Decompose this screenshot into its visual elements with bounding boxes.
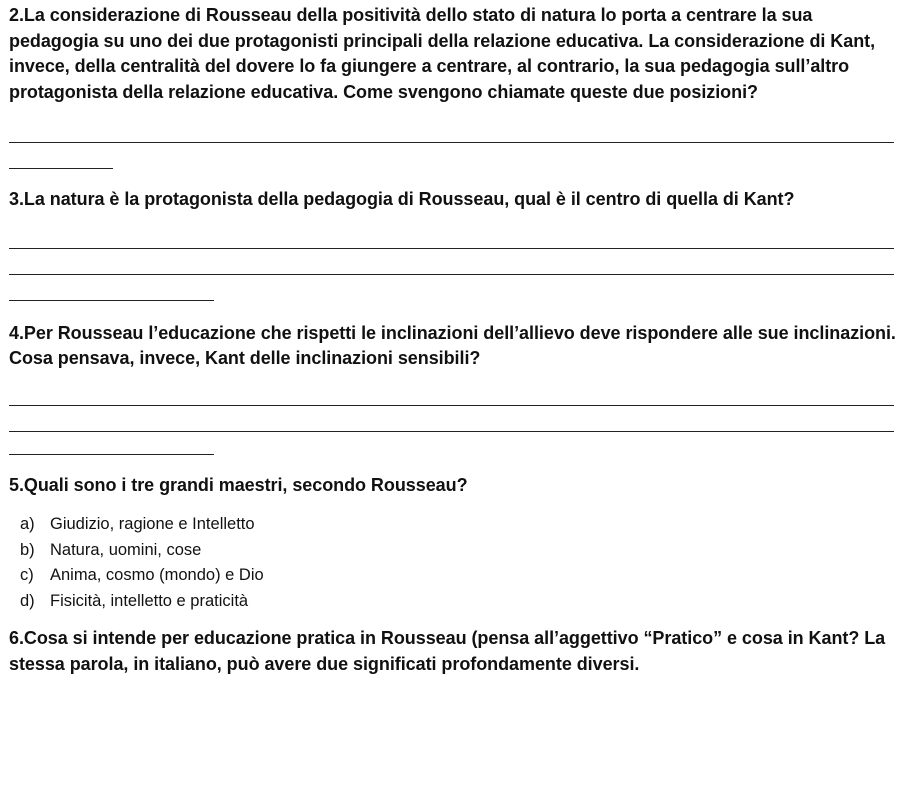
option-letter: c) <box>20 566 34 584</box>
option-letter: a) <box>20 515 35 533</box>
question-2: 2.La considerazione di Rousseau della positività dello stato di natura lo porta a centrare la sua pedagogia su uno dei due protagonisti principali della relazione educativa. La considerazione di Kant, invece, della centralità del dovere lo fa giungere a centrare, al contrario, la sua pedagogia sull’altro protagonista della relazione educativa. Come svengono chiamate queste due posizioni? <box>9 5 876 102</box>
option-letter: d) <box>20 591 35 610</box>
option-c[interactable] <box>9 563 904 589</box>
question-5-options <box>9 512 904 614</box>
worksheet <box>9 0 904 677</box>
option-text: Natura, uomini, cose <box>50 540 202 559</box>
question-6: 6.Cosa si intende per educazione pratica in Rousseau (pensa all’aggettivo “Pratico” e cosa in Kant? La stessa parola, in italiano, può avere due significati profondamente diversi. <box>9 628 886 674</box>
answer-line-q2-1[interactable] <box>9 142 894 143</box>
answer-line-q2-2[interactable] <box>9 168 113 169</box>
question-5: 5.Quali sono i tre grandi maestri, secondo Rousseau? <box>9 474 468 495</box>
option-text: Fisicità, intelletto e praticità <box>50 591 249 610</box>
option-b[interactable] <box>9 538 904 564</box>
option-text: Giudizio, ragione e Intelletto <box>50 515 255 533</box>
option-text: Anima, cosmo (mondo) e Dio <box>50 566 264 584</box>
answer-line-q3-3[interactable] <box>9 300 214 301</box>
answer-line-q3-1[interactable] <box>9 248 894 249</box>
option-d[interactable] <box>9 589 904 615</box>
option-letter: b) <box>20 540 35 559</box>
answer-line-q3-2[interactable] <box>9 274 894 275</box>
question-4: 4.Per Rousseau l’educazione che rispetti le inclinazioni dell’allievo deve rispondere alle sue inclinazioni. Cosa pensava, invece, Kant delle inclinazioni sensibili? <box>9 322 896 368</box>
option-a[interactable] <box>9 512 904 538</box>
answer-line-q4-2[interactable] <box>9 431 894 432</box>
question-3: 3.La natura è la protagonista della pedagogia di Rousseau, qual è il centro di quella di Kant? <box>9 189 795 209</box>
answer-line-q4-1[interactable] <box>9 405 894 406</box>
answer-line-q4-3[interactable] <box>9 454 214 455</box>
